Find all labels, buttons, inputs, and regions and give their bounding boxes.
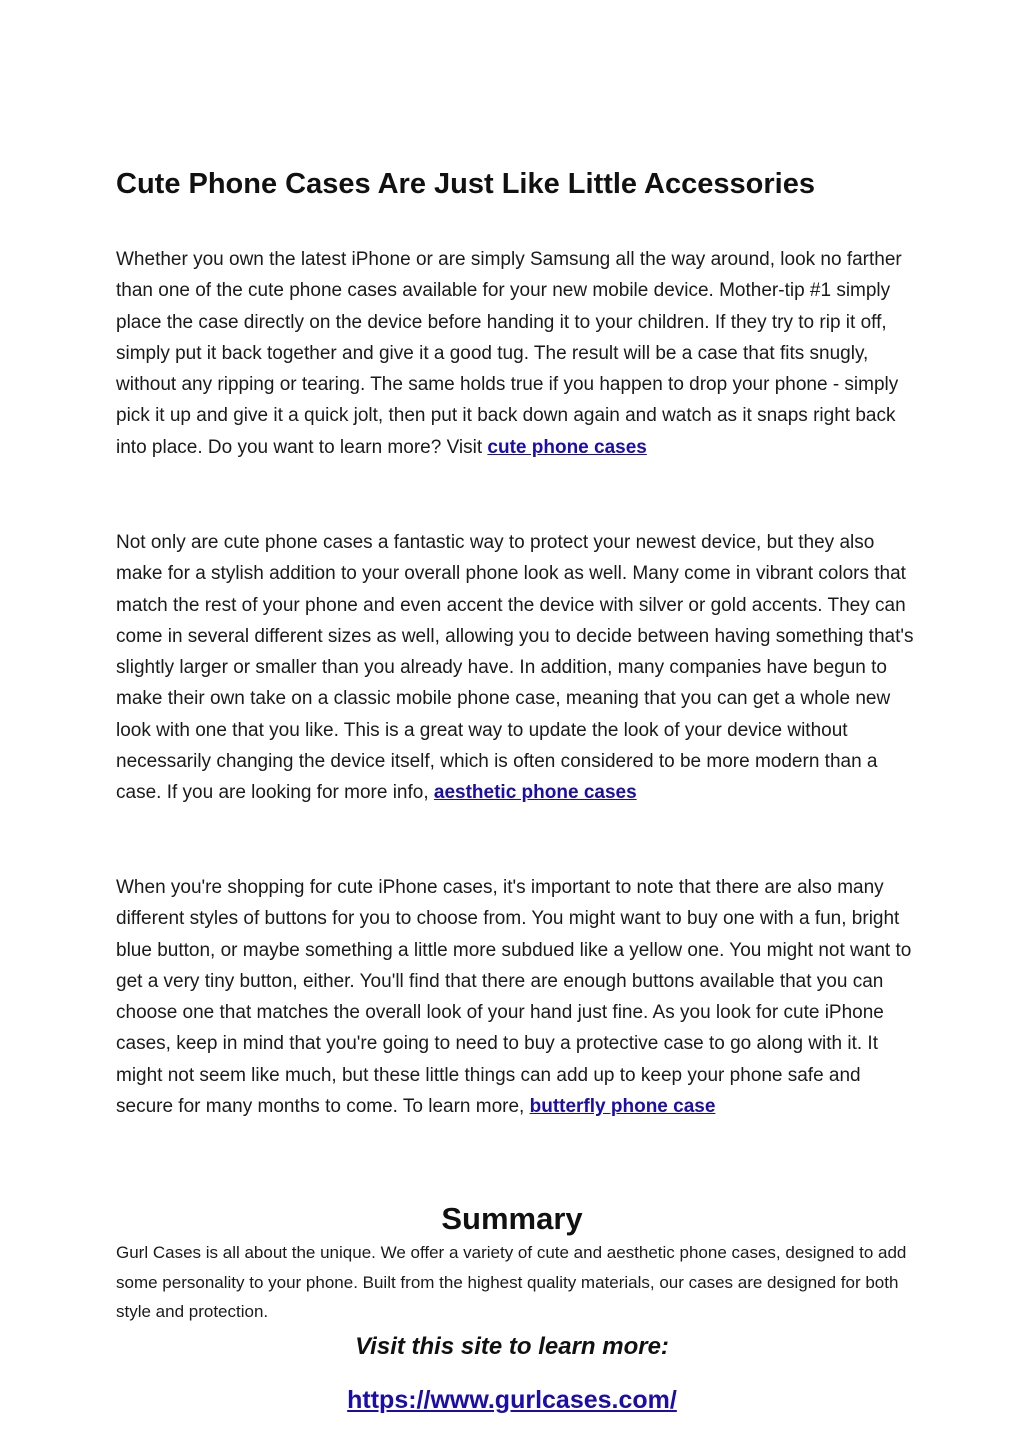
visit-site-label: Visit this site to learn more: [355,1333,669,1360]
article-paragraph-1 [116,244,920,463]
paragraph-2-text: Not only are cute phone cases a fantastic way to protect your newest device, but they also make for a stylish addition to your overall phone look as well. Many come in vibrant colors that match the rest of your phone and even accent the device with silver or gold accents. They can come in several different sizes as well, allowing you to decide between having something that's slightly larger or smaller than you already have. In addition, many companies have begun to make their own take on a classic mobile phone case, meaning that you can get a whole new look with one that you like. This is a great way to update the look of your device without necessarily changing the device itself, which is often considered to be more modern than a case. If you are looking for more info, [116,532,914,804]
summary-heading: Summary [441,1201,583,1236]
paragraph-1-text: Whether you own the latest iPhone or are simply Samsung all the way around, look no farther than one of the cute phone cases available for your new mobile device. Mother-tip #1 simply place the case directly on the device before handing it to your children. If they try to rip it off, simply put it back together and give it a good tug. The result will be a case that fits snugly, without any ripping or tearing. The same holds true if you happen to drop your phone - simply pick it up and give it a quick jolt, then put it back down again and watch as it snaps right back into place. Do you want to learn more? Visit [116,249,902,458]
article-paragraph-2 [116,527,920,809]
cute-phone-cases-link[interactable]: cute phone cases [487,436,647,458]
summary-text: Gurl Cases is all about the unique. We offer a variety of cute and aesthetic phone cases, designed to add some personality to your phone. Built from the highest quality materials, our cases are designed for both style and protection. [116,1243,907,1321]
paragraph-3-text: When you're shopping for cute iPhone cases, it's important to note that there are also many different styles of buttons for you to choose from. You might want to buy one with a fun, bright blue button, or maybe something a little more subdued like a yellow one. You might not want to get a very tiny button, either. You'll find that there are enough buttons available that you can choose one that matches the overall look of your hand just fine. As you look for cute iPhone cases, keep in mind that you're going to need to buy a protective case to go along with it. It might not seem like much, but these little things can add up to keep your phone safe and secure for many months to come. To learn more, [116,877,912,1118]
butterfly-phone-case-link[interactable]: butterfly phone case [529,1096,716,1118]
aesthetic-phone-cases-link[interactable]: aesthetic phone cases [433,782,637,804]
article-paragraph-3 [116,872,920,1122]
article-title: Cute Phone Cases Are Just Like Little Accessories [116,168,815,200]
site-url-container [0,1383,1024,1417]
site-url-link[interactable]: https://www.gurlcases.com/ [347,1386,677,1414]
